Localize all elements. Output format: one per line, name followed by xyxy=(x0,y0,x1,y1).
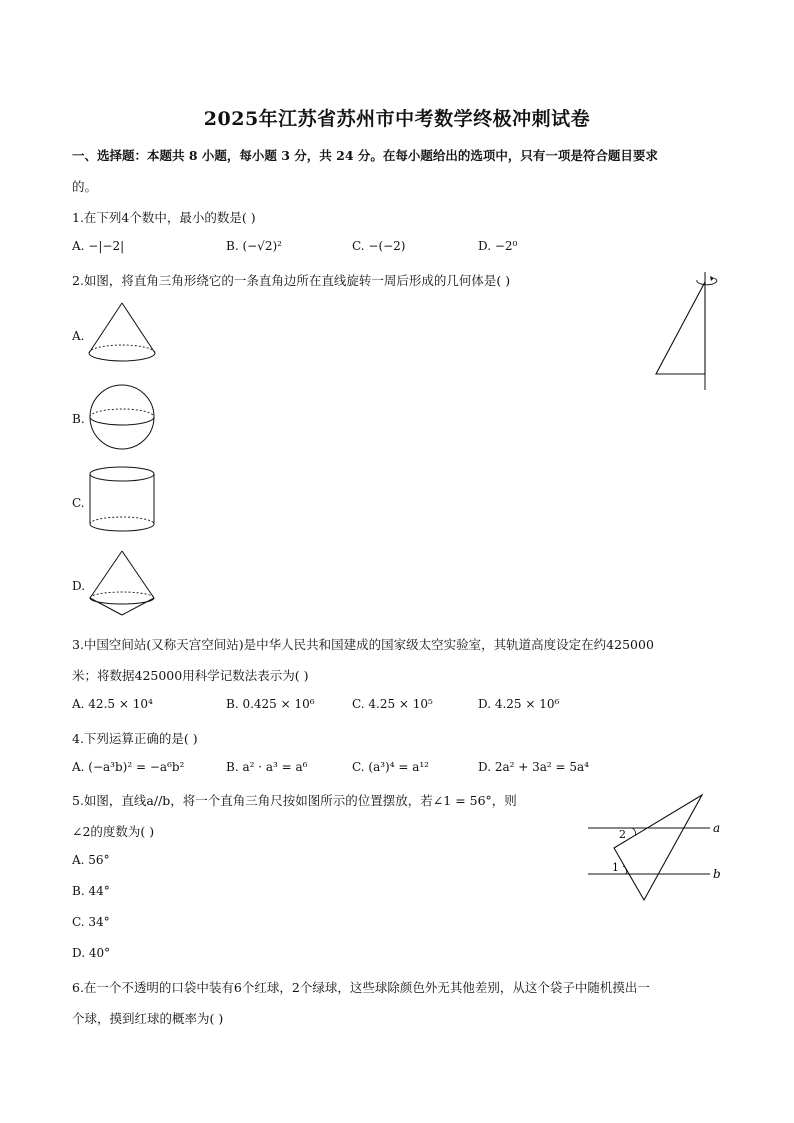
section-header-line1: 一、选择题：本题共 8 小题，每小题 3 分，共 24 分。在每小题给出的选项中，只有一项是符合题目要求 xyxy=(72,148,658,163)
q5-option-d: D. 40° xyxy=(72,946,111,960)
q2-triangle-figure xyxy=(650,268,730,393)
q3-option-d: D. 4.25 × 10⁶ xyxy=(478,697,560,711)
q4-option-c: C. (a³)⁴ = a¹² xyxy=(352,760,429,774)
q1-stem: 1.在下列4个数中，最小的数是( ) xyxy=(72,210,256,225)
q2-option-c-label: C. xyxy=(72,496,85,510)
q1-option-d: D. −2⁰ xyxy=(478,239,518,253)
q5-stem-line2: ∠2的度数为( ) xyxy=(72,824,155,839)
q6-stem-line2: 个球，摸到红球的概率为( ) xyxy=(72,1011,224,1026)
q3-stem-line1: 3.中国空间站(又称天宫空间站)是中华人民共和国建成的国家级太空实验室，其轨道高度设定在约425000 xyxy=(72,637,654,652)
q2-option-b-label: B. xyxy=(72,412,85,426)
q3-stem-line2: 米；将数据425000用科学记数法表示为( ) xyxy=(72,668,309,683)
q2-option-a-label: A. xyxy=(72,329,85,343)
q3-option-c: C. 4.25 × 10⁵ xyxy=(352,697,433,711)
q1-option-c: C. −(−2) xyxy=(352,239,406,253)
q4-option-b: B. a² · a³ = a⁶ xyxy=(226,760,308,774)
section-header-line2: 的。 xyxy=(72,179,98,194)
q3-option-b: B. 0.425 × 10⁶ xyxy=(226,697,315,711)
double-cone-shape xyxy=(86,548,158,620)
q1-option-b: B. (−√2)² xyxy=(226,239,282,253)
label-angle-1: 1 xyxy=(612,861,619,874)
q5-option-a: A. 56° xyxy=(72,853,110,867)
q4-option-a: A. (−a³b)² = −a⁶b² xyxy=(72,760,185,774)
sphere-shape xyxy=(86,383,158,451)
q4-stem: 4.下列运算正确的是( ) xyxy=(72,731,198,746)
q1-option-a: A. −|−2| xyxy=(72,239,125,253)
cylinder-shape xyxy=(86,464,158,536)
q5-option-b: B. 44° xyxy=(72,884,110,898)
q6-stem-line1: 6.在一个不透明的口袋中装有6个红球，2个绿球，这些球除颜色外无其他差别，从这个袋子中随机摸出一 xyxy=(72,980,650,995)
q5-stem-line1: 5.如图，直线a//b，将一个直角三角尺按如图所示的位置摆放，若∠1 = 56°，则 xyxy=(72,793,517,808)
q5-parallel-lines-figure xyxy=(586,790,726,905)
q3-option-a: A. 42.5 × 10⁴ xyxy=(72,697,153,711)
q2-option-d-label: D. xyxy=(72,579,86,593)
q2-stem: 2.如图，将直角三角形绕它的一条直角边所在直线旋转一周后形成的几何体是( ) xyxy=(72,273,511,288)
label-angle-2: 2 xyxy=(619,828,626,841)
q4-option-d: D. 2a² + 3a² = 5a⁴ xyxy=(478,760,589,774)
cone-shape xyxy=(86,300,158,366)
page-title: 2025年江苏省苏州市中考数学终极冲刺试卷 xyxy=(203,108,591,130)
label-line-a: a xyxy=(713,821,721,835)
q5-option-c: C. 34° xyxy=(72,915,110,929)
label-line-b: b xyxy=(713,867,721,881)
